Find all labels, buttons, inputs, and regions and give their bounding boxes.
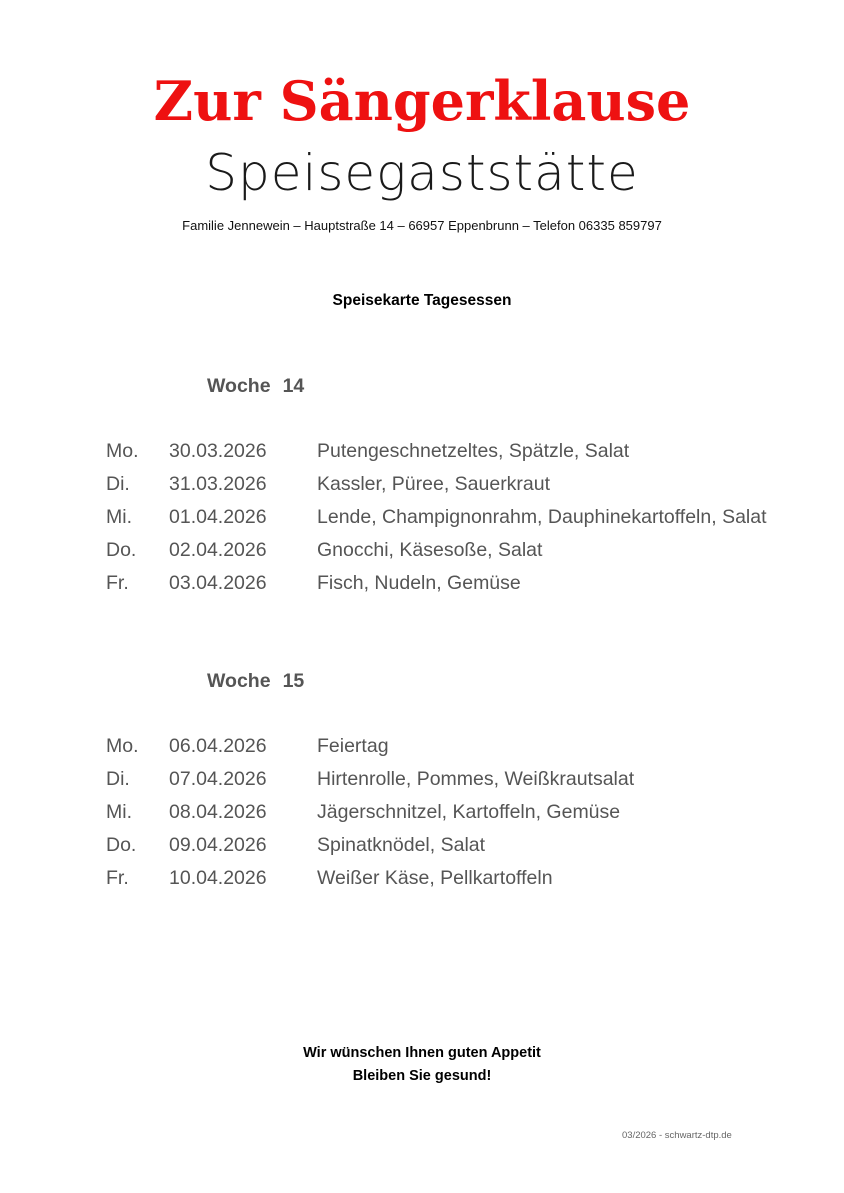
document-title: Speisekarte Tagesessen xyxy=(332,292,512,309)
dish: Lende, Champignonrahm, Dauphinekartoffeln, Salat xyxy=(317,506,767,528)
dish: Feiertag xyxy=(317,735,389,757)
date: 06.04.2026 xyxy=(169,735,267,757)
weekday: Mo. xyxy=(106,440,139,462)
week-number: 14 xyxy=(282,375,305,397)
address-line: Familie Jennewein – Hauptstraße 14 – 66957 Eppenbrunn – Telefon 06335 859797 xyxy=(182,218,662,233)
weekday: Di. xyxy=(106,473,130,495)
weekday: Do. xyxy=(106,834,137,856)
date: 01.04.2026 xyxy=(169,506,267,528)
weekday: Mi. xyxy=(106,506,132,528)
dish: Fisch, Nudeln, Gemüse xyxy=(317,572,521,594)
weekday: Do. xyxy=(106,539,137,561)
date: 07.04.2026 xyxy=(169,768,267,790)
dish: Putengeschnetzeltes, Spätzle, Salat xyxy=(317,440,630,462)
week-heading xyxy=(207,374,304,398)
dish: Gnocchi, Käsesoße, Salat xyxy=(317,539,543,561)
dish: Weißer Käse, Pellkartoffeln xyxy=(317,867,553,889)
restaurant-subtitle: Speisegaststätte xyxy=(205,144,639,202)
week-label: Woche xyxy=(207,375,271,397)
date: 09.04.2026 xyxy=(169,834,267,856)
weekday: Mi. xyxy=(106,801,132,823)
week-label: Woche xyxy=(207,670,271,692)
restaurant-name: Zur Sängerklause xyxy=(153,69,691,133)
date: 03.04.2026 xyxy=(169,572,267,594)
date: 10.04.2026 xyxy=(169,867,267,889)
weekday: Di. xyxy=(106,768,130,790)
date: 08.04.2026 xyxy=(169,801,267,823)
weekday: Fr. xyxy=(106,867,129,889)
date: 31.03.2026 xyxy=(169,473,267,495)
weekday: Fr. xyxy=(106,572,129,594)
closing-line-2: Bleiben Sie gesund! xyxy=(352,1068,492,1084)
date: 30.03.2026 xyxy=(169,440,267,462)
week-number: 15 xyxy=(282,670,305,692)
closing-line-1: Wir wünschen Ihnen guten Appetit xyxy=(303,1045,541,1061)
week-heading xyxy=(207,669,304,693)
dish: Jägerschnitzel, Kartoffeln, Gemüse xyxy=(317,801,621,823)
date: 02.04.2026 xyxy=(169,539,267,561)
dish: Hirtenrolle, Pommes, Weißkrautsalat xyxy=(317,768,635,790)
footer-note: 03/2026 - schwartz-dtp.de xyxy=(622,1130,732,1141)
dish: Spinatknödel, Salat xyxy=(317,834,486,856)
weekday: Mo. xyxy=(106,735,139,757)
dish: Kassler, Püree, Sauerkraut xyxy=(317,473,551,495)
